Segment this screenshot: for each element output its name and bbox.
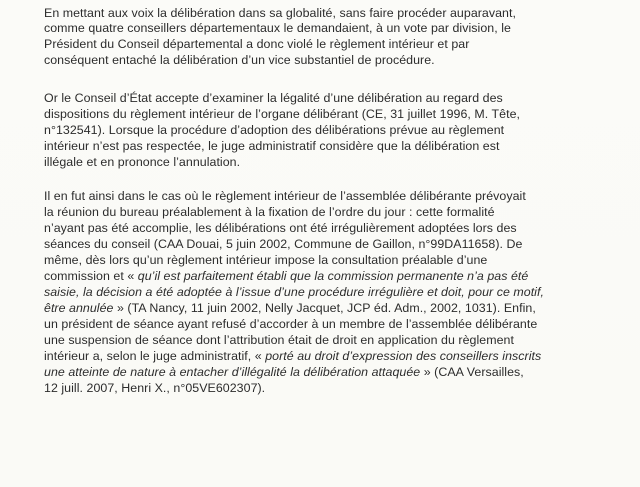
- paragraph-1-line-4: conséquent entaché la délibération d’un vice substantiel de procédure.: [44, 53, 435, 67]
- line-11-text: intérieur a, selon le juge administratif, «: [44, 349, 266, 363]
- paragraph-1-line-2: comme quatre conseillers départementaux le demandaient, à un vote par division, le: [44, 21, 511, 35]
- paragraph-2-line-3: n°132541). Lorsque la procédure d’adoption des délibérations prévue au règlement: [44, 123, 505, 137]
- paragraph-3-line-7: saisie, la décision a été adoptée à l’issue d’une procédure irrégulière et doit, pour ce motif,: [44, 285, 544, 299]
- paragraph-2-line-1: Or le Conseil d’État accepte d’examiner la légalité d’une délibération au regard des: [44, 91, 503, 105]
- paragraph-3-line-8: [44, 301, 536, 316]
- paragraph-2-line-2: dispositions du règlement intérieur de l’organe délibérant (CE, 31 juillet 1996, M. Tête,: [44, 107, 521, 121]
- paragraph-3-line-1: Il en fut ainsi dans le cas où le règlement intérieur de l’assemblée délibérante prévoyait: [44, 189, 526, 203]
- line-8-quote: être annulée: [44, 301, 114, 315]
- paragraph-3-line-11: [44, 349, 541, 364]
- line-11-quote: porté au droit d’expression des conseillers inscrits: [265, 349, 542, 363]
- paragraph-2-line-4: intérieur n’est pas respectée, le juge administratif considère que la délibération est: [44, 139, 500, 153]
- paragraph-1-line-1: En mettant aux voix la délibération dans sa globalité, sans faire procéder auparavant,: [44, 6, 516, 20]
- line-6-text: commission et «: [44, 269, 138, 283]
- paragraph-3-line-6: [44, 269, 528, 284]
- paragraph-3-line-2: la réunion du bureau préalablement à la fixation de l’ordre du jour : cette formalité: [44, 205, 495, 219]
- line-12-text: » (CAA Versailles,: [420, 365, 524, 379]
- paragraph-1-line-3: Président du Conseil départemental a donc violé le règlement intérieur et par: [44, 37, 470, 51]
- paragraph-3-line-12: [44, 365, 524, 380]
- line-12-quote: une atteinte de nature à entacher d’illégalité la délibération attaquée: [44, 365, 421, 379]
- paragraph-3-line-5: même, dès lors qu’un règlement intérieur impose la consultation préalable d’une: [44, 253, 488, 267]
- line-8-text: » (TA Nancy, 11 juin 2002, Nelly Jacquet, JCP éd. Adm., 2002, 1031). Enfin,: [113, 301, 536, 315]
- paragraph-3-line-13: 12 juill. 2007, Henri X., n°05VE602307).: [44, 381, 266, 395]
- line-6-quote: qu’il est parfaitement établi que la commission permanente n’a pas été: [137, 269, 529, 283]
- paragraph-3-line-3: n’ayant pas été accomplie, les délibérations ont été irrégulièrement adoptées lors des: [44, 221, 517, 235]
- paragraph-2-line-5: illégale et en prononce l’annulation.: [44, 155, 241, 169]
- paragraph-3-line-9: un président de séance ayant refusé d’accorder à un membre de l’assemblée délibérante: [44, 317, 538, 331]
- paragraph-3-line-10: une suspension de séance dont l’attribution était de droit en application du règlement: [44, 333, 514, 347]
- paragraph-3-line-4: séances du conseil (CAA Douai, 5 juin 2002, Commune de Gaillon, n°99DA11658). De: [44, 237, 523, 251]
